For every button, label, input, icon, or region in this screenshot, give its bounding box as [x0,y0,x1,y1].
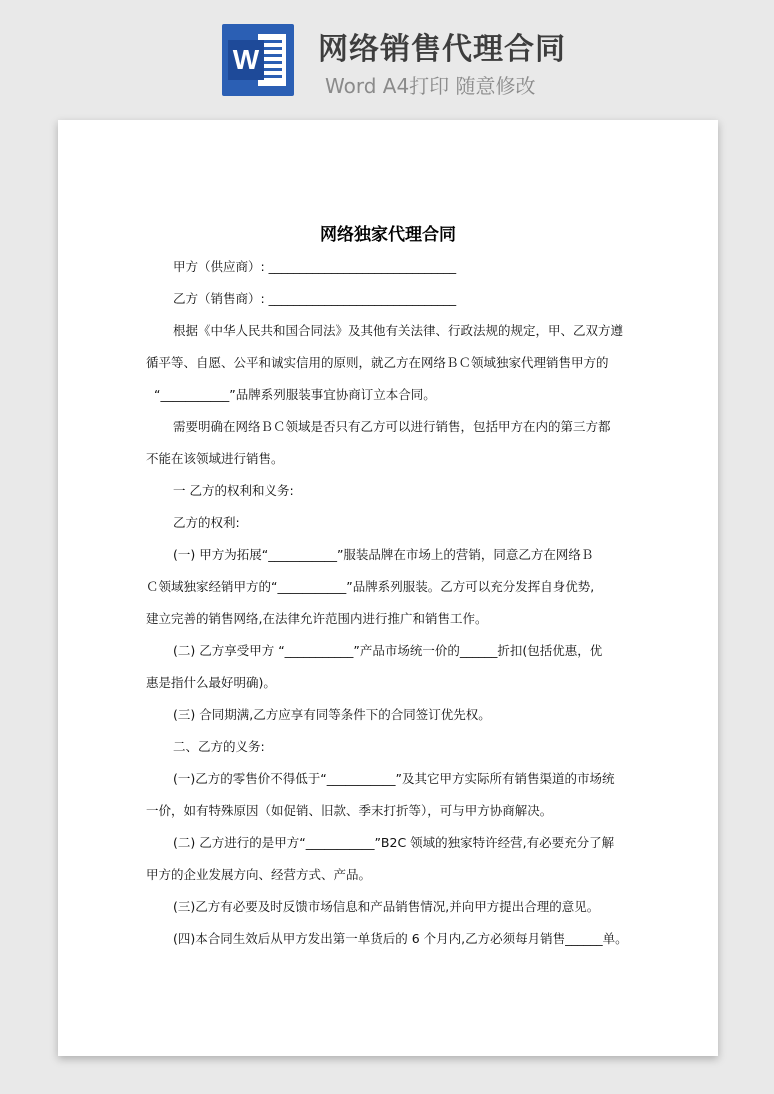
paragraph-line: (二) 乙方享受甲方 “___________”产品市场统一价的______折扣(包括优惠，优 [173,643,603,658]
paragraph-line: (二) 乙方进行的是甲方“___________”B2C 领域的独家特许经营,有必要充分了解 [173,835,615,850]
paragraph-line: 根据《中华人民共和国合同法》及其他有关法律、行政法规的规定，甲、乙双方遵 [173,323,624,338]
party-a-line: 甲方（供应商）: ______________________________ [173,259,457,274]
header [0,0,774,110]
paragraph-line: 循平等、自愿、公平和诚实信用的原则，就乙方在网络ＢＣ领域独家代理销售甲方的 [146,355,609,370]
subsection-heading: 乙方的权利: [173,515,240,530]
paragraph-line: 需要明确在网络ＢＣ领域是否只有乙方可以进行销售，包括甲方在内的第三方都 [173,419,611,434]
paragraph-line: (四)本合同生效后从甲方发出第一单货后的 6 个月内,乙方必须每月销售______单。 [173,931,628,946]
word-icon [222,24,294,96]
header-title: 网络销售代理合同 [318,32,566,67]
document-page [58,120,718,1056]
paragraph-line: (三) 合同期满,乙方应享有同等条件下的合同签订优先权。 [173,707,491,722]
paragraph-line: 一价，如有特殊原因（如促销、旧款、季末打折等），可与甲方协商解决。 [146,803,553,818]
document-title: 网络独家代理合同 [320,225,456,245]
paragraph-line: 甲方的企业发展方向、经营方式、产品。 [146,867,372,882]
paragraph-line: “___________”品牌系列服装事宜协商订立本合同。 [154,387,436,402]
section-heading: 一 乙方的权利和义务: [173,483,294,498]
paragraph-line: 建立完善的销售网络,在法律允许范围内进行推广和销售工作。 [146,611,488,626]
paragraph-line: 不能在该领域进行销售。 [146,451,284,466]
section-heading: 二、乙方的义务: [173,739,265,754]
paragraph-line: (三)乙方有必要及时反馈市场信息和产品销售情况,并向甲方提出合理的意见。 [173,899,600,914]
paragraph-line: (一) 甲方为拓展“___________”服装品牌在市场上的营销，同意乙方在网络Ｂ [173,547,594,562]
header-subtitle: Word A4打印 随意修改 [325,74,536,98]
paragraph-line: Ｃ领域独家经销甲方的“___________”品牌系列服装。乙方可以充分发挥自身优势, [146,579,595,594]
word-letter-icon: W [228,40,264,80]
paragraph-line: (一)乙方的零售价不得低于“___________”及其它甲方实际所有销售渠道的市场统 [173,771,615,786]
party-b-line: 乙方（销售商）: ______________________________ [173,291,457,306]
paragraph-line: 惠是指什么最好明确)。 [146,675,276,690]
